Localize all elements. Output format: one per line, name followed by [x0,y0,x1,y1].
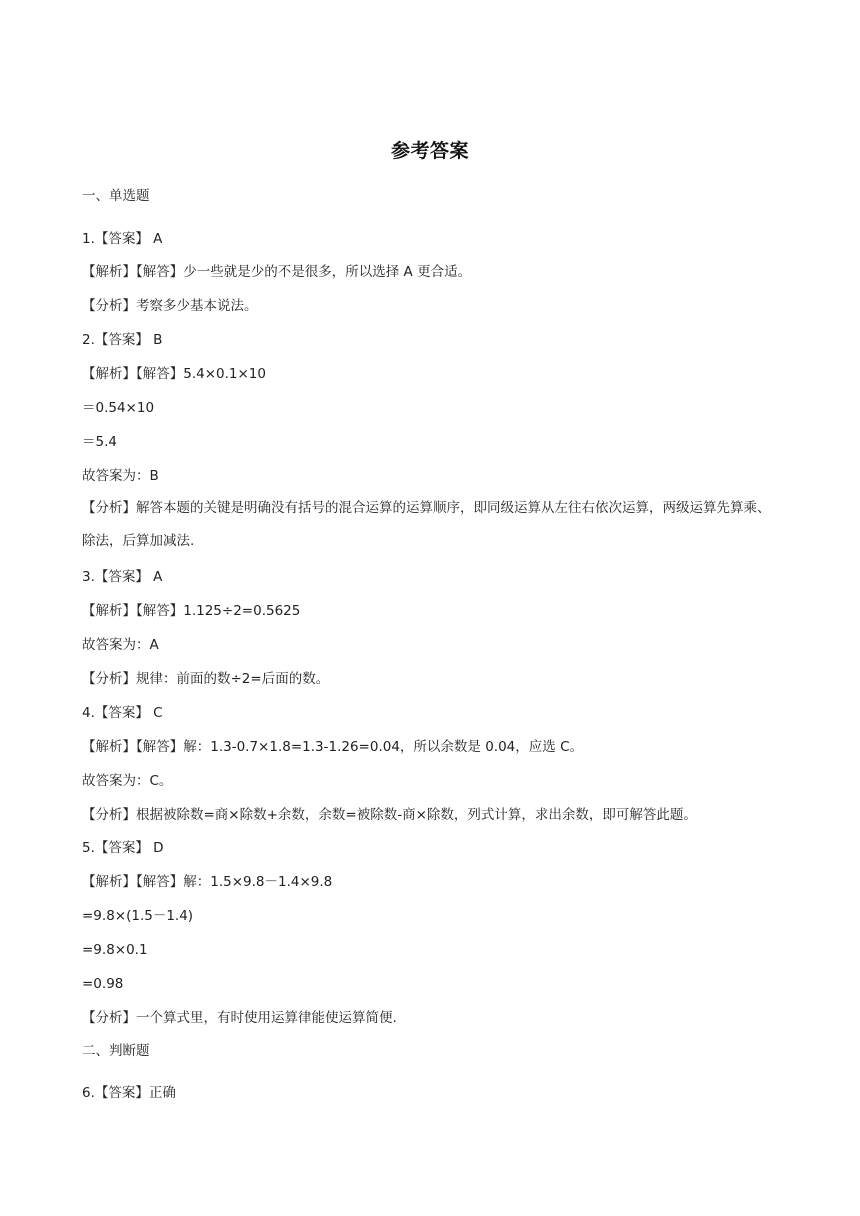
answer-1: 1.【答案】 A [82,231,163,247]
explanation-5: 【解析】【解答】解：1.5×9.8－1.4×9.8 [82,874,333,890]
explanation-2-step-2: ＝5.4 [82,434,117,450]
explanation-1: 【解析】【解答】少一些就是少的不是很多，所以选择 A 更合适。 [82,264,472,280]
page-title: 参考答案 [390,140,469,162]
answer-4: 4.【答案】 C [82,705,163,721]
answer-3: 3.【答案】 A [82,569,163,585]
analysis-1: 【分析】考察多少基本说法。 [82,298,258,314]
explanation-2-step-1: ＝0.54×10 [82,400,155,416]
analysis-3: 【分析】规律：前面的数÷2=后面的数。 [82,671,330,687]
result-2: 故答案为：B [82,468,159,484]
answer-2: 2.【答案】 B [82,332,163,348]
explanation-5-step-3: =0.98 [82,976,124,992]
explanation-5-step-1: =9.8×(1.5－1.4) [82,908,194,924]
explanation-5-step-2: =9.8×0.1 [82,942,148,958]
result-4: 故答案为：C。 [82,773,173,789]
explanation-2: 【解析】【解答】5.4×0.1×10 [82,366,266,382]
analysis-4: 【分析】根据被除数=商×除数+余数，余数=被除数-商×除数，列式计算，求出余数，即可解答此题。 [82,807,697,823]
explanation-3: 【解析】【解答】1.125÷2=0.5625 [82,603,301,619]
answer-6: 6.【答案】正确 [82,1085,176,1101]
analysis-5: 【分析】一个算式里，有时使用运算律能使运算简便. [82,1010,397,1026]
result-3: 故答案为：A [82,637,159,653]
explanation-4: 【解析】【解答】解：1.3-0.7×1.8=1.3-1.26=0.04，所以余数是 0.04，应选 C。 [82,739,583,755]
answer-5: 5.【答案】 D [82,840,164,856]
section-heading-true-false: 二、判断题 [82,1043,150,1059]
section-heading-single-choice: 一、单选题 [82,188,150,204]
analysis-2: 【分析】解答本题的关键是明确没有括号的混合运算的运算顺序，即同级运算从左往右依次运算，两级运算先算乘、除法，后算加减法. [82,500,771,549]
